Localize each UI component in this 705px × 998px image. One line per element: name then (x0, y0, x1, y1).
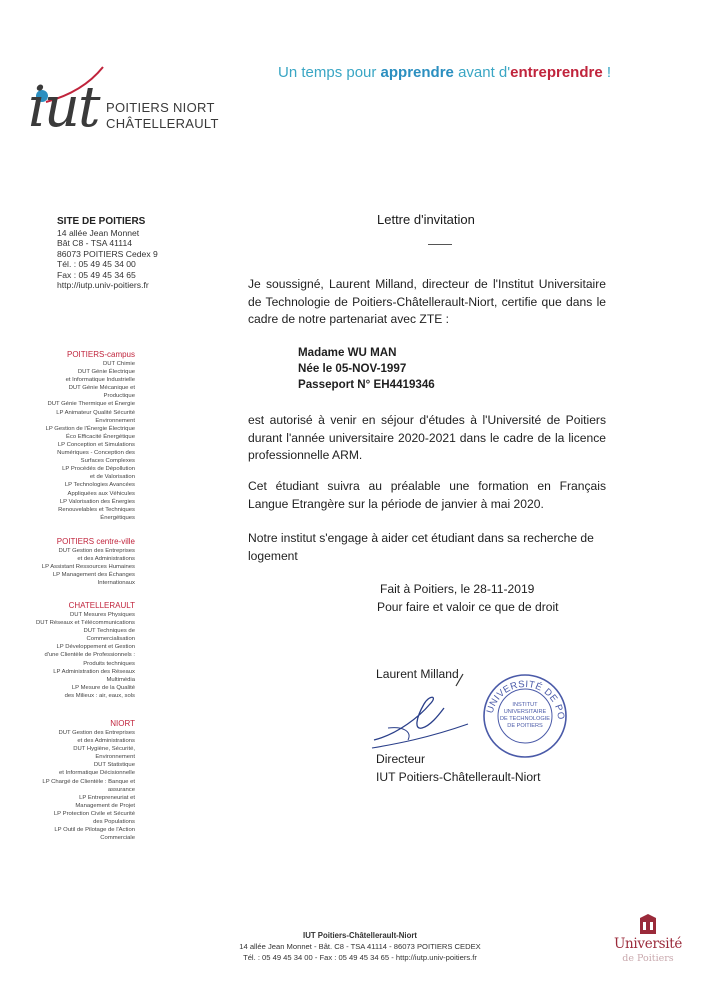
title-underline (428, 244, 452, 245)
program-line: LP Développement et Gestion (56, 644, 135, 651)
program-group-heading: POITIERS-campus (66, 350, 135, 359)
student-passport: Passeport N° EH4419346 (298, 378, 435, 391)
program-line: DUT Statistique (93, 762, 135, 769)
signer-name: Laurent Milland (376, 667, 459, 681)
programs-niort (42, 719, 135, 842)
program-line: LP Management des Échanges (52, 572, 135, 579)
program-line: Commerciale (100, 835, 135, 842)
footer-contact: Tél. : 05 49 45 34 00 - Fax : 05 49 45 34 65 - http://iutp.univ-poitiers.fr (243, 953, 477, 962)
program-line: et des Administrations (77, 738, 135, 745)
program-line: et des Administrations (77, 556, 135, 563)
logo-wordmark: iut (28, 75, 99, 140)
program-group-heading: CHATELLERAULT (68, 601, 135, 610)
program-line: Commercialisation (86, 636, 135, 643)
program-group-heading: POITIERS centre-ville (56, 537, 135, 546)
site-url[interactable]: http://iutp.univ-poitiers.fr (57, 280, 149, 291)
program-line: LP Technologies Avancées (64, 482, 135, 489)
program-line: des Milieux : air, eaux, sols (64, 692, 135, 699)
program-line: LP Conception et Simulations (57, 441, 135, 448)
program-line: et Informatique Décisionnelle (59, 770, 135, 777)
program-line: assurance (107, 786, 135, 793)
program-line: DUT Mesures Physiques (69, 612, 135, 618)
site-heading: SITE DE POITIERS (57, 216, 146, 227)
student-birth: Née le 05-NOV-1997 (298, 362, 407, 375)
program-line: des Populations (93, 819, 135, 826)
program-line: Environnement (95, 417, 135, 424)
program-line: Produits techniques (83, 660, 135, 667)
official-stamp (480, 672, 570, 760)
program-line: LP Procédés de Dépollution (62, 466, 135, 473)
universite-de-poitiers-logo: Université de Poitiers (608, 912, 688, 972)
program-line: LP Animateur Qualité Sécurité (56, 409, 135, 416)
letter-intro: Je soussigné, Laurent Milland, directeur de l'Institut Universitaire de Technologie de Poitiers-Châtellerault-Niort, certifie que dans le cadre de notre partenariat avec ZTE : (248, 277, 606, 326)
svg-text:DE TECHNOLOGIE: DE TECHNOLOGIE (500, 716, 550, 722)
program-line: Énergétiques (100, 514, 135, 521)
program-line: LP Outil de Pilotage de l'Action (54, 827, 135, 834)
program-line: Multimédia (106, 676, 135, 683)
footer-address: 14 allée Jean Monnet - Bât. C8 - TSA 41114 - 86073 POITIERS CEDEX (239, 942, 481, 951)
program-line: DUT Techniques de (83, 628, 135, 635)
program-line: LP Valorisation des Énergies (59, 498, 135, 505)
student-name: Madame WU MAN (298, 346, 397, 359)
letter-title: Lettre d'invitation (377, 212, 475, 227)
programs-poitiers-centre (42, 537, 135, 587)
program-line: DUT Gestion des Entreprises (58, 548, 135, 554)
program-line: LP Assistant Ressources Humaines (41, 564, 135, 571)
svg-text:DE POITIERS: DE POITIERS (507, 723, 543, 729)
program-line: d'une Clientèle de Professionnels : (44, 652, 135, 659)
letter-authorization: est autorisé à venir en séjour d'études à l'Université de Poitiers durant l'année universitaire 2020-2021 dans le cadre de la licence professionnelle ARM. (248, 413, 606, 462)
program-line: LP Mesure de la Qualité (71, 684, 135, 691)
program-line: LP Chargé de Clientèle : Banque et (42, 778, 135, 785)
program-group-heading: NIORT (110, 719, 135, 728)
program-line: Appliquées aux Véhicules (67, 490, 135, 497)
svg-text:UNIVERSITAIRE: UNIVERSITAIRE (503, 709, 547, 715)
program-line: Numériques - Conception des (57, 450, 135, 457)
program-line: DUT Génie Thermique et Énergie (47, 401, 135, 408)
program-line: LP Protection Civile et Sécurité (53, 810, 135, 817)
letter-housing: Notre institut s'engage à aider cet étudiant dans sa recherche de logement (248, 531, 594, 563)
program-line: Internationaux (97, 580, 135, 587)
stamp-seal-icon (480, 672, 570, 760)
footer-name: IUT Poitiers-Châtellerault-Niort (303, 931, 417, 940)
program-line: DUT Chimie (103, 361, 135, 367)
logo-cities: POITIERS NIORT CHÂTELLERAULT (106, 100, 219, 131)
student-identity (298, 345, 435, 393)
program-line: DUT Génie Mécanique et (68, 385, 135, 392)
program-line: Management de Projet (75, 802, 135, 809)
program-line: Productique (103, 393, 135, 400)
programs-poitiers-campus (46, 350, 135, 522)
program-line: LP Entrepreneuriat et (79, 794, 135, 801)
svg-text:UNIVERSITÉ DE POITIERS: UNIVERSITÉ DE PO (484, 678, 567, 721)
iut-logo (28, 62, 228, 157)
program-line: et de Valorisation (89, 474, 135, 481)
site-address-block: SITE DE POITIERS 14 allée Jean Monnet Bât C8 - TSA 41114 86073 POITIERS Cedex 9 Tél. : 05 49 45 34 00 Fax : 05 49 45 34 65 http://iutp.univ-poitiers.fr (57, 216, 158, 291)
program-line: LP Gestion de l'Énergie Électrique (45, 425, 135, 432)
program-line: Environnement (95, 754, 135, 761)
program-line: LP Administration des Réseaux (53, 668, 135, 675)
program-line: Renouvelables et Techniques (58, 506, 135, 513)
svg-text:INSTITUT: INSTITUT (512, 702, 538, 708)
place-date: Fait à Poitiers, le 28-11-2019 Pour faire et valoir ce que de droit (377, 582, 559, 614)
program-line: DUT Génie Électrique (77, 369, 135, 376)
letter-training: Cet étudiant suivra au préalable une formation en Français Langue Etrangère sur la période de janvier à mai 2020. (248, 479, 606, 511)
program-line: DUT Hygiène, Sécurité, (73, 746, 135, 753)
program-line: Surfaces Complexes (80, 458, 135, 465)
programs-chatellerault (36, 601, 135, 700)
university-emblem-icon (638, 914, 658, 936)
program-line: et Informatique Industrielle (65, 377, 135, 384)
program-line: DUT Gestion des Entreprises (58, 730, 135, 736)
program-line: Éco Efficacité Énergétique (66, 433, 135, 440)
signer-institution: IUT Poitiers-Châtellerault-Niort (376, 769, 541, 784)
handwritten-signature-icon (368, 668, 478, 758)
page-footer (150, 930, 570, 963)
program-line: DUT Réseaux et Télécommunications (36, 620, 135, 627)
signer-role: Directeur IUT Poitiers-Châtellerault-Niort (376, 751, 540, 786)
tagline: Un temps pour apprendre avant d'entreprendre ! (278, 64, 612, 81)
